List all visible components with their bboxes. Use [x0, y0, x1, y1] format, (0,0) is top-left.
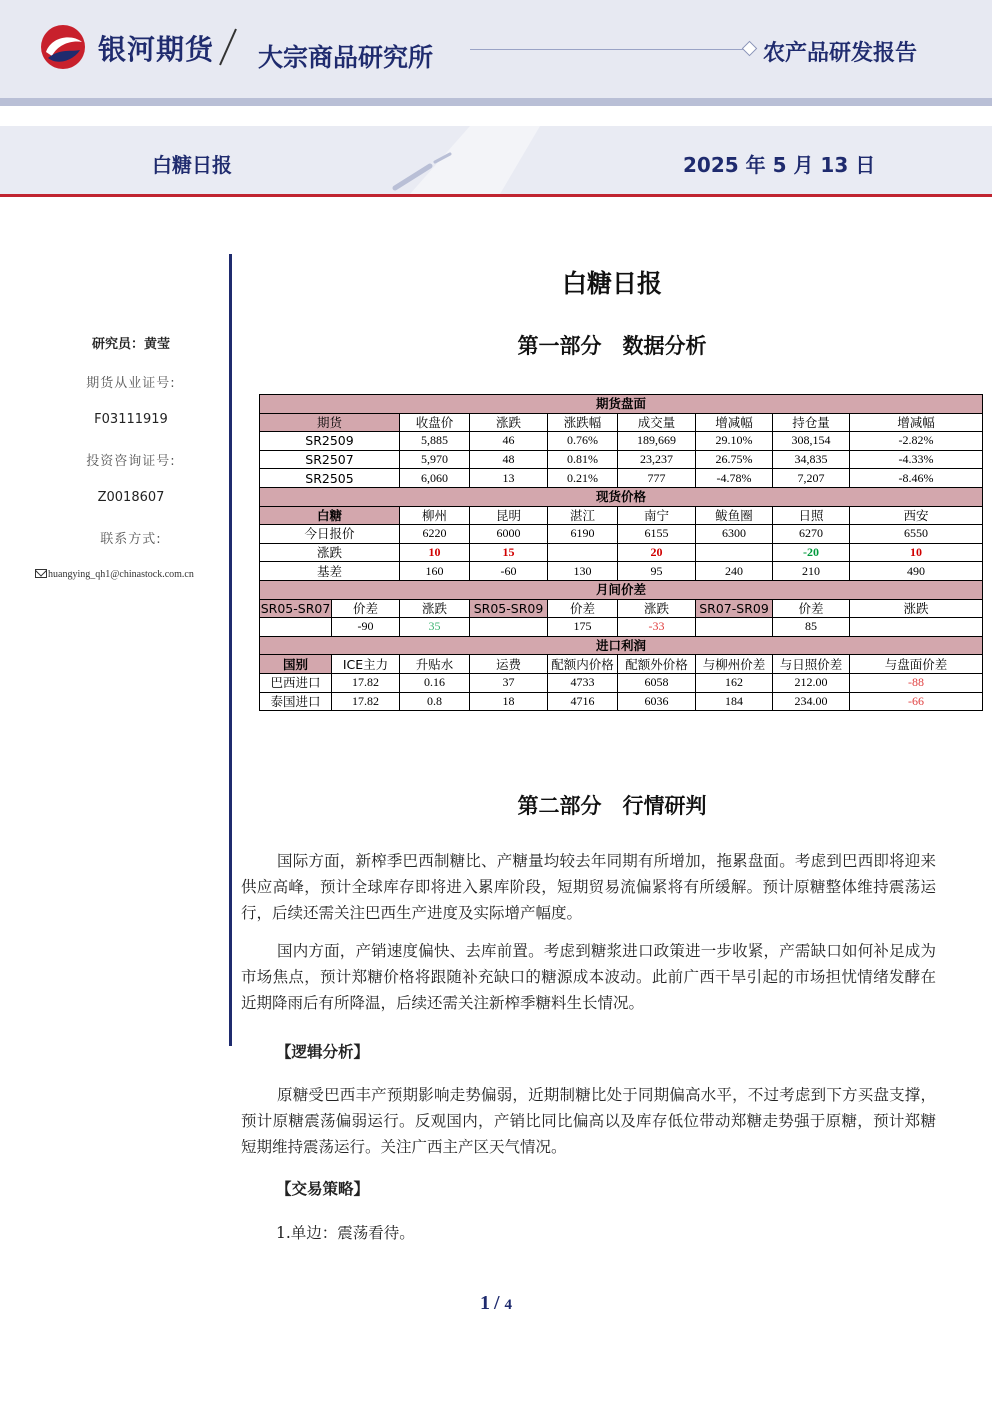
- table-cell: [696, 543, 773, 562]
- table-cell: 6550: [850, 525, 983, 544]
- table-cell: [696, 618, 773, 637]
- researcher-name: 研究员：黄莹: [91, 337, 170, 352]
- page-current: 1: [479, 1292, 490, 1314]
- table-cell: 15: [470, 543, 548, 562]
- spot-header-cell: 西安: [850, 506, 983, 525]
- row-label: 泰国进口: [260, 692, 332, 711]
- table-row: [260, 618, 983, 637]
- page-total: 4: [504, 1297, 513, 1313]
- email-text[interactable]: huangying_qh1@chinastock.com.cn: [48, 569, 194, 580]
- page-number: [0, 1292, 992, 1315]
- table-cell: 7,207: [773, 469, 850, 488]
- table-row: [260, 525, 983, 544]
- futures-header-cell: 涨跌: [470, 413, 548, 432]
- import-header-cell: 与柳州价差: [696, 655, 773, 674]
- table-cell: 17.82: [332, 692, 400, 711]
- import-header-cell: 国别: [260, 655, 332, 674]
- futures-header-cell: 增减幅: [696, 413, 773, 432]
- spread-header-cell: 价差: [548, 599, 618, 618]
- table-cell: 23,237: [618, 450, 696, 469]
- table-row: [260, 692, 983, 711]
- table-cell: -66: [850, 692, 983, 711]
- futures-header-cell: 涨跌幅: [548, 413, 618, 432]
- table-cell: 5,885: [400, 432, 470, 451]
- table-cell: 48: [470, 450, 548, 469]
- page-separator: /: [493, 1292, 505, 1314]
- spot-header-row: [260, 506, 983, 525]
- table-cell: 6,060: [400, 469, 470, 488]
- table-cell: 18: [470, 692, 548, 711]
- spread-band: [260, 580, 983, 599]
- import-title: 进口利润: [260, 636, 983, 655]
- spread-header-cell: 涨跌: [400, 599, 470, 618]
- table-row: [260, 469, 983, 488]
- table-cell: 6000: [470, 525, 548, 544]
- table-cell: -60: [470, 562, 548, 581]
- contract-cell: SR2505: [260, 469, 400, 488]
- futures-header-cell: 期货: [260, 413, 400, 432]
- row-label: 基差: [260, 562, 400, 581]
- contract-cell: SR2507: [260, 450, 400, 469]
- table-cell: 212.00: [773, 673, 850, 692]
- spread-header-cell: SR05-SR09: [470, 599, 548, 618]
- spot-header-cell: 白糖: [260, 506, 400, 525]
- decorative-pen-icon: [300, 126, 580, 194]
- spread-header-cell: 价差: [773, 599, 850, 618]
- mail-icon: [35, 569, 47, 578]
- table-cell: -8.46%: [850, 469, 983, 488]
- contract-cell: SR2509: [260, 432, 400, 451]
- table-row: [260, 432, 983, 451]
- table-cell: -88: [850, 673, 983, 692]
- section1-title: 第一部分 数据分析: [517, 334, 707, 358]
- title-red-line: [0, 194, 992, 197]
- import-header-row: [260, 655, 983, 674]
- report-type: 农产品研发报告: [763, 41, 918, 66]
- futures-band: [260, 395, 983, 414]
- futures-cert-number: F03111919: [94, 412, 168, 427]
- table-cell: 0.81%: [548, 450, 618, 469]
- spread-header-cell: 涨跌: [618, 599, 696, 618]
- email-contact[interactable]: [35, 569, 194, 580]
- consult-cert-label: 投资咨询证号:: [86, 454, 176, 469]
- sugar-data-table: [259, 394, 983, 711]
- table-cell: 0.16: [400, 673, 470, 692]
- table-cell: 308,154: [773, 432, 850, 451]
- table-cell: 6300: [696, 525, 773, 544]
- table-cell: 4733: [548, 673, 618, 692]
- table-cell: 35: [400, 618, 470, 637]
- paragraph-international: 国际方面，新榨季巴西制糖比、产糖量均较去年同期有所增加，拖累盘面。考虑到巴西即将迎来供应高峰，预计全球库存即将进入累库阶段，短期贸易流偏紧将有所缓解。预计原糖整体维持震荡运行，后续还需关注巴西生产进度及实际增产幅度。: [241, 852, 936, 922]
- table-cell: -90: [332, 618, 400, 637]
- table-cell: -4.78%: [696, 469, 773, 488]
- table-cell: -20: [773, 543, 850, 562]
- header-stripe: [0, 98, 992, 106]
- import-header-cell: ICE主力: [332, 655, 400, 674]
- table-cell: 0.21%: [548, 469, 618, 488]
- table-cell: 184: [696, 692, 773, 711]
- spot-header-cell: 柳州: [400, 506, 470, 525]
- table-cell: 6036: [618, 692, 696, 711]
- spread-header-cell: 价差: [332, 599, 400, 618]
- import-band: [260, 636, 983, 655]
- import-header-cell: 升贴水: [400, 655, 470, 674]
- futures-header-cell: 收盘价: [400, 413, 470, 432]
- paragraph-domestic: 国内方面，产销速度偏快、去库前置。考虑到糖浆进口政策进一步收紧，产需缺口如何补足成为市场焦点，预计郑糖价格将跟随补充缺口的糖源成本波动。此前广西干旱引起的市场担忧情绪发酵在近期降雨后有所降温，后续还需关注新榨季糖料生长情况。: [241, 942, 936, 1012]
- spot-title: 现货价格: [260, 487, 983, 506]
- table-cell: 189,669: [618, 432, 696, 451]
- table-cell: [850, 618, 983, 637]
- futures-header-cell: 增减幅: [850, 413, 983, 432]
- spread-title: 月间价差: [260, 580, 983, 599]
- table-cell: -2.82%: [850, 432, 983, 451]
- table-cell: 130: [548, 562, 618, 581]
- table-cell: 175: [548, 618, 618, 637]
- spread-header-cell: SR07-SR09: [696, 599, 773, 618]
- import-header-cell: 与日照价差: [773, 655, 850, 674]
- row-label: 今日报价: [260, 525, 400, 544]
- spread-header-cell: 涨跌: [850, 599, 983, 618]
- table-row: [260, 673, 983, 692]
- table-cell: 0.76%: [548, 432, 618, 451]
- table-cell: 20: [618, 543, 696, 562]
- import-header-cell: 配额内价格: [548, 655, 618, 674]
- spot-header-cell: 湛江: [548, 506, 618, 525]
- futures-header-cell: 持仓量: [773, 413, 850, 432]
- spot-band: [260, 487, 983, 506]
- spot-header-cell: 鲅鱼圈: [696, 506, 773, 525]
- table-cell: -4.33%: [850, 450, 983, 469]
- consult-cert-number: Z0018607: [97, 490, 165, 505]
- main-title: 白糖日报: [561, 269, 662, 298]
- section2-title: 第二部分 行情研判: [517, 794, 707, 818]
- table-cell: 777: [618, 469, 696, 488]
- import-header-cell: 配额外价格: [618, 655, 696, 674]
- table-cell: 240: [696, 562, 773, 581]
- table-cell: 6220: [400, 525, 470, 544]
- table-cell: 29.10%: [696, 432, 773, 451]
- slash-divider-icon: [214, 26, 242, 68]
- table-cell: [548, 543, 618, 562]
- table-cell: 6058: [618, 673, 696, 692]
- table-cell: 6155: [618, 525, 696, 544]
- contact-label: 联系方式:: [100, 532, 162, 547]
- trading-strategy-heading: 【交易策略】: [276, 1179, 370, 1198]
- table-cell: 162: [696, 673, 773, 692]
- logic-analysis-heading: 【逻辑分析】: [276, 1042, 370, 1061]
- row-label: 涨跌: [260, 543, 400, 562]
- table-cell: 234.00: [773, 692, 850, 711]
- table-row: [260, 543, 983, 562]
- table-cell: 10: [850, 543, 983, 562]
- table-row: [260, 562, 983, 581]
- table-cell: 210: [773, 562, 850, 581]
- spot-header-cell: 昆明: [470, 506, 548, 525]
- table-row: [260, 450, 983, 469]
- spread-header-cell: SR05-SR07: [260, 600, 331, 616]
- futures-header-cell: 成交量: [618, 413, 696, 432]
- row-label: 巴西进口: [260, 673, 332, 692]
- table-cell: 490: [850, 562, 983, 581]
- table-cell: [470, 618, 548, 637]
- table-cell: 34,835: [773, 450, 850, 469]
- company-name: 银河期货: [98, 33, 215, 66]
- table-cell: 6190: [548, 525, 618, 544]
- table-cell: 95: [618, 562, 696, 581]
- spot-header-cell: 日照: [773, 506, 850, 525]
- table-cell: 0.8: [400, 692, 470, 711]
- table-cell: -33: [618, 618, 696, 637]
- galaxy-logo-icon: [38, 22, 88, 72]
- futures-cert-label: 期货从业证号:: [86, 376, 176, 391]
- table-cell: 4716: [548, 692, 618, 711]
- table-cell: 10: [400, 543, 470, 562]
- institute-name: 大宗商品研究所: [258, 43, 434, 72]
- import-header-cell: 运费: [470, 655, 548, 674]
- spread-header-row: [260, 599, 983, 618]
- import-header-cell: 与盘面价差: [850, 655, 983, 674]
- table-cell: 160: [400, 562, 470, 581]
- table-cell: 46: [470, 432, 548, 451]
- table-cell: [260, 618, 332, 637]
- futures-title: 期货盘面: [260, 395, 983, 414]
- table-cell: 85: [773, 618, 850, 637]
- report-date: 2025 年 5 月 13 日: [683, 153, 876, 177]
- table-cell: 13: [470, 469, 548, 488]
- futures-header-row: [260, 413, 983, 432]
- header-divider-line: [470, 49, 746, 50]
- table-cell: 37: [470, 673, 548, 692]
- daily-report-title: 白糖日报: [152, 153, 232, 177]
- spot-header-cell: 南宁: [618, 506, 696, 525]
- paragraph-logic: 原糖受巴西丰产预期影响走势偏弱，近期制糖比处于同期偏高水平，不过考虑到下方买盘支撑，预计原糖震荡偏弱运行。反观国内，产销比同比偏高以及库存低位带动郑糖走势强于原糖，预计郑糖短期维持震荡运行。关注广西主产区天气情况。: [241, 1086, 936, 1156]
- table-cell: 26.75%: [696, 450, 773, 469]
- table-cell: 6270: [773, 525, 850, 544]
- table-cell: 5,970: [400, 450, 470, 469]
- strategy-item: 1.单边：震荡看待。: [276, 1224, 415, 1242]
- table-cell: 17.82: [332, 673, 400, 692]
